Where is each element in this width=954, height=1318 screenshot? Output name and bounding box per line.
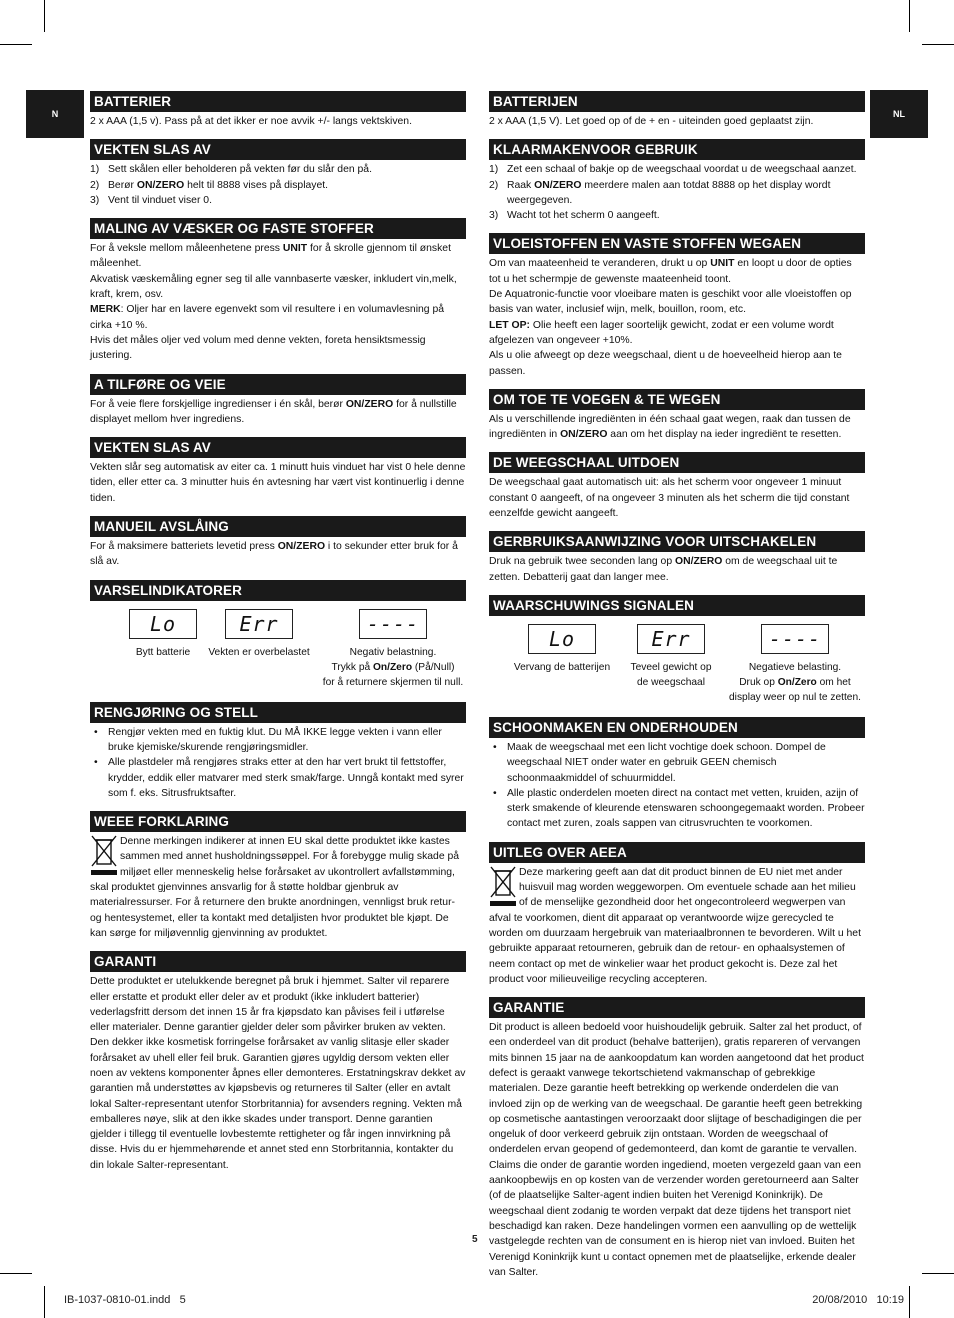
section-batterier bbox=[90, 91, 466, 129]
list-item: • Alle plastic onderdelen moeten direct na contact met vetten, kruiden, azijn of sterk smakende of kleurende etenswaren schoongegemaakt worden. Probeer contact met zuren, zoals sappen van citrusvruchten te voorkomen. bbox=[507, 786, 865, 832]
section-garanti bbox=[90, 951, 466, 1173]
footer-filename: IB-1037-0810-01.indd 5 bbox=[64, 1294, 186, 1306]
lcd-display: Lo bbox=[528, 624, 596, 654]
section-title: KLAARMAKENVOOR GEBRUIK bbox=[489, 139, 865, 160]
section-vekten-slas-av bbox=[90, 139, 466, 208]
section-title: BATTERIJEN bbox=[489, 91, 865, 112]
section-text: Denne merkingen indikerer at innen EU skal dette produktet ikke kastes sammen med annet husholdningssøppel. For å forebygge mulig skade på miljøet eller menneskelig helse forårsaket av ukontrollert avfallstømming, skal produktet gjenvinnes ansvarlig for å støtte holdbar gjenbruk av materialressurser. For å returnere den brukte anordningen, vennligst bruk retur- og hentesystemet, eller ta kontakt med detaljisten hvor produktet ble kjøpt. De kan sørge for miljøvennlig gjenvinning av produktet. bbox=[90, 836, 460, 939]
section-title: VLOEISTOFFEN EN VASTE STOFFEN WEGAEN bbox=[489, 233, 865, 254]
section-uitdoen bbox=[489, 452, 865, 521]
indicator-caption: Vervang de batterijen bbox=[513, 661, 611, 673]
section-maling-av-vasker bbox=[90, 218, 466, 363]
section-text: For å veksle mellom måleenhetene press UNIT for å skrolle gjennom til ønsket måleenhet. bbox=[90, 243, 451, 270]
section-text: 2 x AAA (1,5 v). Pass på at det ikker er noe avvik +/- langs vektskiven. bbox=[90, 116, 412, 127]
section-title: GARANTIE bbox=[489, 997, 865, 1018]
section-weee bbox=[90, 811, 466, 941]
section-text: For å maksimere batteriets levetid press ON/ZERO i to sekunder etter bruk for å slå av. bbox=[90, 541, 458, 568]
section-uitschakelen bbox=[489, 531, 865, 585]
lcd-display: ---- bbox=[761, 624, 829, 654]
section-klaarmaken bbox=[489, 139, 865, 223]
section-text: Dette produktet er utelukkende beregnet på bruk i hjemmet. Salter vil reparere eller erstatte et produkt eller deler av et produkt (ikke inkludert batterier) vederlagsfritt dersom det innen 15 år fra kjøpsdato kan påvises feil i utførelse eller materialer. Denne garantier gjelder deler som påvirker bruken av vekten. Den dekker ikke kosmetisk forringelse forårsaket av vanlig slitasje eller skader forårsaket av uhell eller feil bruk. Garantien gjøres ugyldig dersom vekten eller noen av vektens komponenter åpnes eller demonteres. Erstatningskrav dekket av garantien må understøttes av kjøpsbevis og returneres til Salter (eller en avtalt lokal Salter-representant utenfor Storbritannia) for avsenders regning. Vekten må emballeres nøye, slik at den ikke skades under transport. Denne garantien gjelder i tillegg til eventuelle lovbestemte rettigheter og får ingen innvirkning på disse. Hvis du er hjemmehørende et annet sted enn Storbritannia, kontakter du din lokale Salter-representant. bbox=[90, 976, 466, 1171]
crop-mark bbox=[44, 1286, 45, 1318]
crop-mark bbox=[922, 1273, 954, 1274]
section-tilfore-og-veie bbox=[90, 374, 466, 428]
section-title: OM TOE TE VOEGEN & TE WEGEN bbox=[489, 389, 865, 410]
section-title: DE WEEGSCHAAL UITDOEN bbox=[489, 452, 865, 473]
language-tab-left: N bbox=[26, 90, 84, 138]
crop-mark bbox=[909, 0, 910, 32]
indicator-caption: Teveel gewicht op de weegschaal bbox=[630, 661, 712, 688]
section-title: BATTERIER bbox=[90, 91, 466, 112]
section-title: GERBRUIKSAANWIJZING VOOR UITSCHAKELEN bbox=[489, 531, 865, 552]
lcd-display: Lo bbox=[129, 609, 197, 639]
section-title: MANUEIL AVSLÅING bbox=[90, 516, 466, 537]
section-text: MERK: Oljer har en lavere egenvekt som vil resultere i en volumavlesning på cirka +10 %. bbox=[90, 304, 445, 331]
section-title: VEKTEN SLAS AV bbox=[90, 139, 466, 160]
list-item: 3) Vent til vinduet viser 0. bbox=[90, 194, 212, 206]
section-text: Hvis det måles oljer ved volum med denne vekten, foreta hensiktsmessig justering. bbox=[90, 334, 426, 362]
crop-mark bbox=[0, 1273, 32, 1274]
list-item: 2) Raak ON/ZERO meerdere malen aan totdat 8888 op het display wordt weergegeven. bbox=[489, 179, 831, 206]
section-title: MALING AV VÆSKER OG FASTE STOFFER bbox=[90, 218, 466, 239]
section-text: Akvatisk væskemåling egner seg til alle vannbaserte væsker, inkludert vin,melk, kraft, krem, osv. bbox=[90, 273, 457, 301]
section-title: WEEE FORKLARING bbox=[90, 811, 466, 832]
indicator-low-battery bbox=[128, 609, 198, 690]
section-manuell-avslaing bbox=[90, 516, 466, 570]
section-vloeistoffen bbox=[489, 233, 865, 378]
section-waarschuwingen bbox=[489, 595, 865, 707]
lcd-display: Err bbox=[225, 609, 293, 639]
list-item: 2) Berør ON/ZERO helt til 8888 vises på displayet. bbox=[90, 179, 329, 191]
section-title: A TILFØRE OG VEIE bbox=[90, 374, 466, 395]
list-item: • Maak de weegschaal met een licht vochtige doek schoon. Dompel de weegschaal NIET onder water en gebruik GEEN chemisch schoonmaakmiddel of schuurmiddel. bbox=[507, 740, 865, 786]
list-item: 1) Zet een schaal of bakje op de weegschaal voordat u de weegschaal aanzet. bbox=[489, 164, 857, 176]
indicator-error bbox=[621, 624, 721, 705]
section-text: Dit product is alleen bedoeld voor huishoudelijk gebruik. Salter zal het product, of een onderdeel van dit product (behalve batterijen), gratis repareren of vervangen mits binnen 15 jaar na de aankoopdatum kan worden aangetoond dat het product defect is geraakt vanwege tekortschietend vakmanschap of gebrekkige materialen. Deze garantie heeft betrekking op werkende onderdelen die van invloed zijn op de werking van de weegschaal. De garantie heeft geen betrekking op cosmetische aantastingen veroorzaakt door slijtage of beschadigingen die per ongeluk of door verkeerd gebruik zijn ontstaan. Worden de weegschaal of onderdelen ervan geopend of gedemonteerd, dan komt de garantie te vervallen. Claims die onder de garantie worden ingediend, moeten vergezeld gaan van een aankoopbewijs en op kosten van de verzender worden geretourneerd aan Salter (of de plaatselijke Salter-agent indien buiten het Verenigd Koninkrijk). De weegschaal dient zodanig te worden verpakt dat deze tijdens het transport niet beschadigd kan raken. Deze handelingen vormen een aanvulling op de wettelijk vastgelegde rechten van de consument en is hierop niet van invloed. Buiten het Verenigd Koninkrijk kunt u contact opnemen met de plaatselijke, erkende dealer van Salter. bbox=[489, 1022, 864, 1278]
indicator-error bbox=[204, 609, 314, 690]
section-text: For å veie flere forskjellige ingredienser i én skål, berør ON/ZERO for å nullstille displayet mellom hver ingrediens. bbox=[90, 398, 457, 425]
section-rengjoring bbox=[90, 702, 466, 801]
crop-mark bbox=[922, 44, 954, 45]
column-norwegian bbox=[90, 91, 466, 1183]
weee-bin-icon bbox=[489, 865, 517, 907]
section-toevoegen-wegen bbox=[489, 389, 865, 443]
section-text: Als u olie afweegt op deze weegschaal, dient u de hoeveelheid hierop aan te passen. bbox=[489, 350, 842, 377]
section-text: Druk na gebruik twee seconden lang op ON/ZERO om de weegschaal uit te zetten. Debatterij gaat dan langer mee. bbox=[489, 556, 838, 583]
section-text: Om van maateenheid te veranderen, drukt u op UNIT en loopt u door de opties tot u het schermpje de gewenste maateenheid toont. bbox=[489, 258, 852, 285]
indicator-caption: Negativ belastning. Trykk på On/Zero (På/Null) for å returnere skjermen til null. bbox=[322, 646, 464, 688]
section-text: LET OP: Olie heeft een lager soortelijk gewicht, zodat er een volume wordt afgelezen van ongeveer +10%. bbox=[489, 319, 834, 346]
section-title: WAARSCHUWINGS SIGNALEN bbox=[489, 595, 865, 616]
section-garantie bbox=[489, 997, 865, 1280]
section-text: 2 x AAA (1,5 V). Let goed op of de + en - uiteinden goed geplaatst zijn. bbox=[489, 116, 814, 127]
crop-mark bbox=[0, 44, 32, 45]
section-text: De Aquatronic-functie voor vloeibare maten is geschikt voor alle vloeistoffen op basis van water, inclusief wijn, melk, bouillon, room, etc. bbox=[489, 289, 852, 316]
indicator-negative-load bbox=[725, 624, 865, 705]
section-title: VEKTEN SLAS AV bbox=[90, 437, 466, 458]
crop-mark bbox=[909, 1286, 910, 1318]
section-title: RENGJØRING OG STELL bbox=[90, 702, 466, 723]
lcd-display: ---- bbox=[359, 609, 427, 639]
footer-datetime: 20/08/2010 10:19 bbox=[812, 1294, 904, 1306]
section-batterijen bbox=[489, 91, 865, 129]
indicator-caption: Negatieve belasting. Druk op On/Zero om het display weer op nul te zetten. bbox=[729, 661, 861, 703]
list-item: 1) Sett skålen eller beholderen på vekten før du slår den på. bbox=[90, 164, 372, 176]
weee-bin-icon bbox=[90, 834, 118, 876]
indicator-low-battery bbox=[507, 624, 617, 705]
section-title: GARANTI bbox=[90, 951, 466, 972]
language-tab-right: NL bbox=[870, 90, 928, 138]
section-varselindikatorer bbox=[90, 580, 466, 692]
indicator-caption: Vekten er overbelastet bbox=[208, 646, 310, 658]
crop-mark bbox=[44, 0, 45, 32]
indicator-caption: Bytt batterie bbox=[135, 646, 191, 658]
list-item: • Alle plastdeler må rengjøres straks etter at den har vert brukt til fettstoffer, krydder, eddik eller matvarer med sterk smak/farge. Unngå kontakt med syrer som f. eks. Sitrusfruktsafter. bbox=[108, 755, 466, 801]
section-vekten-slas-av-auto bbox=[90, 437, 466, 506]
section-title: SCHOONMAKEN EN ONDERHOUDEN bbox=[489, 717, 865, 738]
list-item: 3) Wacht tot het scherm 0 aangeeft. bbox=[489, 210, 660, 222]
column-dutch bbox=[489, 91, 865, 1290]
indicator-negative-load bbox=[320, 609, 466, 690]
section-title: VARSELINDIKATORER bbox=[90, 580, 466, 601]
section-aeea bbox=[489, 842, 865, 987]
section-text: Als u verschillende ingrediënten in één schaal gaat wegen, raak dan tussen de ingrediënten in ON/ZERO aan om het display na ieder ingrediënt te resetten. bbox=[489, 413, 851, 441]
section-text: Vekten slår seg automatisk av eiter ca. 1 minutt huis vinduet har vist 0 hele denne tiden, eller etter ca. 3 minutter huis én avtesning har vært vist kontinuerlig i denne tiden. bbox=[90, 462, 466, 504]
lcd-display: Err bbox=[637, 624, 705, 654]
section-text: Deze markering geeft aan dat dit product binnen de EU niet met ander huisvuil mag worden weggeworpen. Om eventuele schade aan het milieu of de menselijke gezondheid door het ongecontroleerd wegwerpen van afval te voorkomen, dient dit apparaat op verantwoorde wijze gerecycled te worden om duurzaam hergebruik van materiaalbronnen te bevorderen. Wilt u het gebruikte apparaat retourneren, gebruik dan de retour- en ophaalsystemen of neem contact op met de winkelier waar het product gekocht is. Deze zal het product voor milieuveilige recycling accepteren. bbox=[489, 866, 861, 985]
section-title: UITLEG OVER AEEA bbox=[489, 842, 865, 863]
section-schoonmaken bbox=[489, 717, 865, 832]
list-item: • Rengjør vekten med en fuktig klut. Du MÅ IKKE legge vekten i vann eller bruke kjemiske/skurende rengjøringsmidler. bbox=[108, 725, 466, 756]
section-text: De weegschaal gaat automatisch uit: als het scherm voor ongeveer 1 minuut constant 0 aangeeft, of na ongeveer 3 minuten als het scherm die tijd constant eenzelfde gewicht aangeeft. bbox=[489, 477, 850, 520]
page-number: 5 bbox=[472, 1234, 478, 1245]
